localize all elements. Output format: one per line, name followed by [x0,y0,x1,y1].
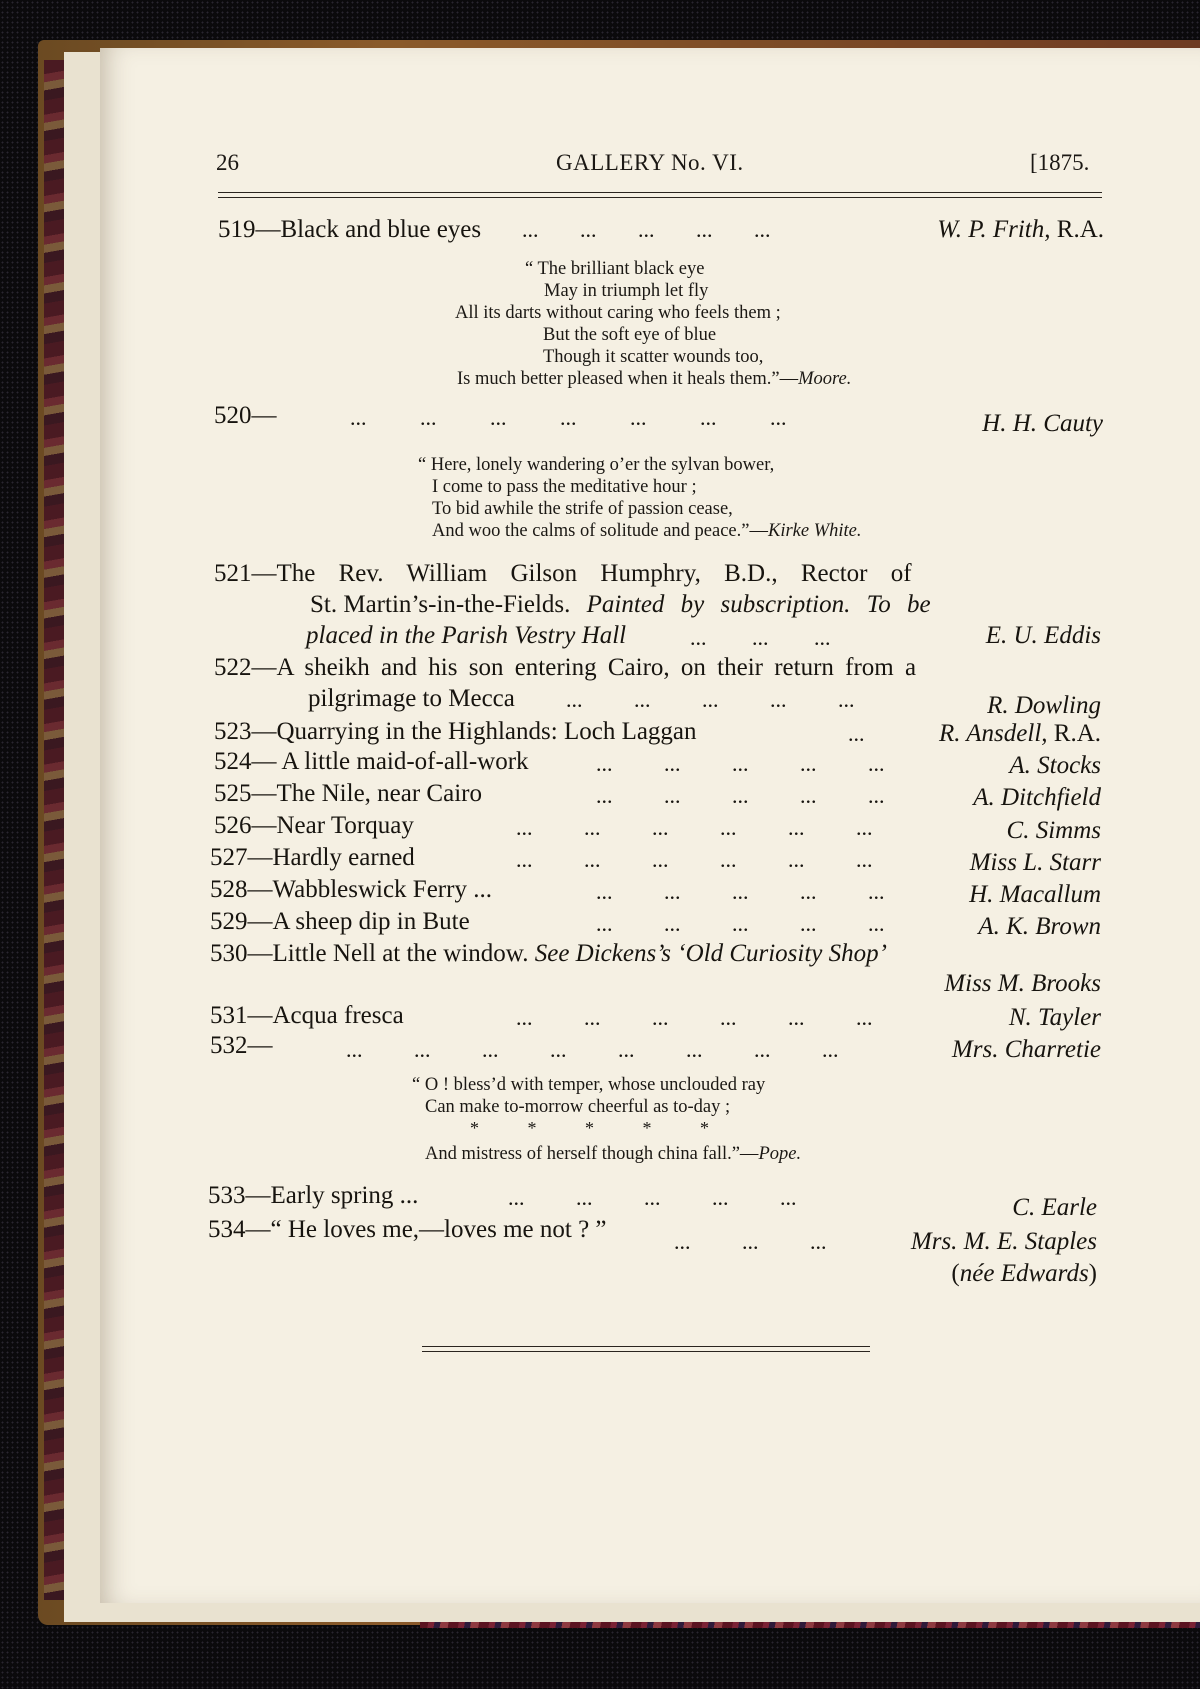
marbled-edge-left [44,60,66,1600]
verse-line: All its darts without caring who feels them ; [455,303,781,323]
entry-524: 524— A little maid-of-all-work [214,748,529,775]
entry-artist: A. K. Brown [978,913,1101,940]
entry-number: 527— [210,844,273,871]
entry-number: 526— [214,812,277,839]
header-rule-1 [218,192,1102,193]
entry-artist: A. Stocks [1009,752,1101,779]
dot-leader: ... ... ... [690,625,831,650]
page-number: 26 [216,150,239,175]
running-year: [1875. [1030,150,1090,175]
entry-532 [210,1030,273,1062]
entry-number: 530— [210,940,273,967]
entry-521-line2: St. Martin’s-in-the-Fields. Painted by subscription. To be [310,591,931,618]
closing-rule-2 [422,1351,870,1352]
entry-533: 533—Early spring ... [208,1182,419,1209]
entry-529: 529—A sheep dip in Bute [210,908,470,935]
entry-artist: Mrs. Charretie [951,1036,1101,1063]
dot-leader: ... ... ... ... ... [566,687,855,712]
verse-line: Can make to-morrow cheerful as to-day ; [425,1097,731,1117]
header-rule-2 [218,197,1102,198]
verse-line: Though it scatter wounds too, [543,347,764,367]
dot-leader: ... ... ... ... ... [596,879,885,904]
entry-title: Black and blue eyes [280,216,482,243]
verse-line: I come to pass the meditative hour ; [432,477,697,497]
entry-artist: R. Dowling [987,692,1101,719]
entry-519 [218,214,481,246]
entry-number: 533— [208,1182,271,1209]
dot-leader: ... [848,721,865,746]
verse-line: And mistress of herself though china fall.”—Pope. [425,1144,802,1164]
entry-number: 531— [210,1002,273,1029]
entry-artist: W. P. Frith, R.A. [937,216,1104,243]
running-title: GALLERY No. VI. [556,150,744,175]
entry-artist: N. Tayler [1008,1004,1101,1031]
dot-leader: ... ... ... ... ... [596,751,885,776]
verse-ellipsis: * * * * * [470,1118,709,1138]
entry-530: 530—Little Nell at the window. See Dickens’s ‘Old Curiosity Shop’ [210,940,887,967]
dot-leader: ... ... ... ... ... [596,911,885,936]
verse-line: Is much better pleased when it heals them.”—Moore. [457,369,852,389]
entry-number: 522— [214,654,277,681]
entry-number: 534— [208,1216,271,1243]
entry-number: 520— [214,402,277,429]
entry-521: 521—The Rev. William Gilson Humphry, B.D., Rector of [214,560,912,587]
entry-artist: C. Simms [1006,817,1101,844]
dot-leader: ... ... ... ... ... [522,217,771,242]
closing-rule-1 [422,1346,870,1347]
entry-number: 524— [214,748,277,775]
entry-number: 529— [210,908,273,935]
entry-526: 526—Near Torquay [214,812,414,839]
entry-number: 521— [214,560,277,587]
verse-line: “ The brilliant black eye [525,259,705,279]
entry-522-line2: pilgrimage to Mecca [308,685,515,712]
entry-522: 522—A sheikh and his son entering Cairo, on their return from a [214,654,917,681]
entry-number: 528— [210,876,273,903]
dot-leader: ... ... ... [674,1229,827,1254]
entry-note: (née Edwards) [951,1260,1097,1287]
entry-artist: E. U. Eddis [985,622,1101,649]
entry-523: 523—Quarrying in the Highlands: Loch Laggan [214,718,697,745]
verse-line: And woo the calms of solitude and peace.”—Kirke White. [432,521,862,541]
entry-number: 525— [214,780,277,807]
dot-leader: ... ... ... ... ... ... [516,815,873,840]
entry-531: 531—Acqua fresca [210,1002,404,1029]
entry-artist: Miss L. Starr [969,849,1101,876]
entry-artist: C. Earle [1012,1194,1097,1221]
entry-number: 523— [214,718,277,745]
entry-artist: Miss M. Brooks [944,970,1101,997]
dot-leader: ... ... ... ... ... [508,1185,797,1210]
entry-artist: R. Ansdell, R.A. [938,720,1101,747]
entry-artist: H. H. Cauty [982,410,1103,437]
entry-527: 527—Hardly earned [210,844,415,871]
verse-line: “ Here, lonely wandering o’er the sylvan bower, [418,455,775,475]
dot-leader: ... ... ... ... ... ... ... [350,405,787,430]
entry-artist: A. Ditchfield [973,784,1101,811]
verse-line: But the soft eye of blue [543,325,717,345]
verse-line: May in triumph let fly [544,281,709,301]
entry-artist: Mrs. M. E. Staples [910,1228,1097,1255]
entry-534: 534—“ He loves me,—loves me not ? ” [208,1216,607,1243]
entry-525: 525—The Nile, near Cairo [214,780,482,807]
dot-leader: ... ... ... ... ... ... [516,1005,873,1030]
entry-artist: H. Macallum [969,881,1101,908]
verse-line: To bid awhile the strife of passion cease, [432,499,733,519]
entry-number: 532— [210,1032,273,1059]
entry-528: 528—Wabbleswick Ferry ... [210,876,492,903]
dot-leader: ... ... ... ... ... ... ... ... [346,1037,839,1062]
dot-leader: ... ... ... ... ... ... [516,847,873,872]
dot-leader: ... ... ... ... ... [596,783,885,808]
verse-line: “ O ! bless’d with temper, whose unclouded ray [412,1075,766,1095]
entry-520 [214,400,277,432]
entry-521-line3: placed in the Parish Vestry Hall [306,622,627,649]
entry-number: 519— [218,216,281,243]
